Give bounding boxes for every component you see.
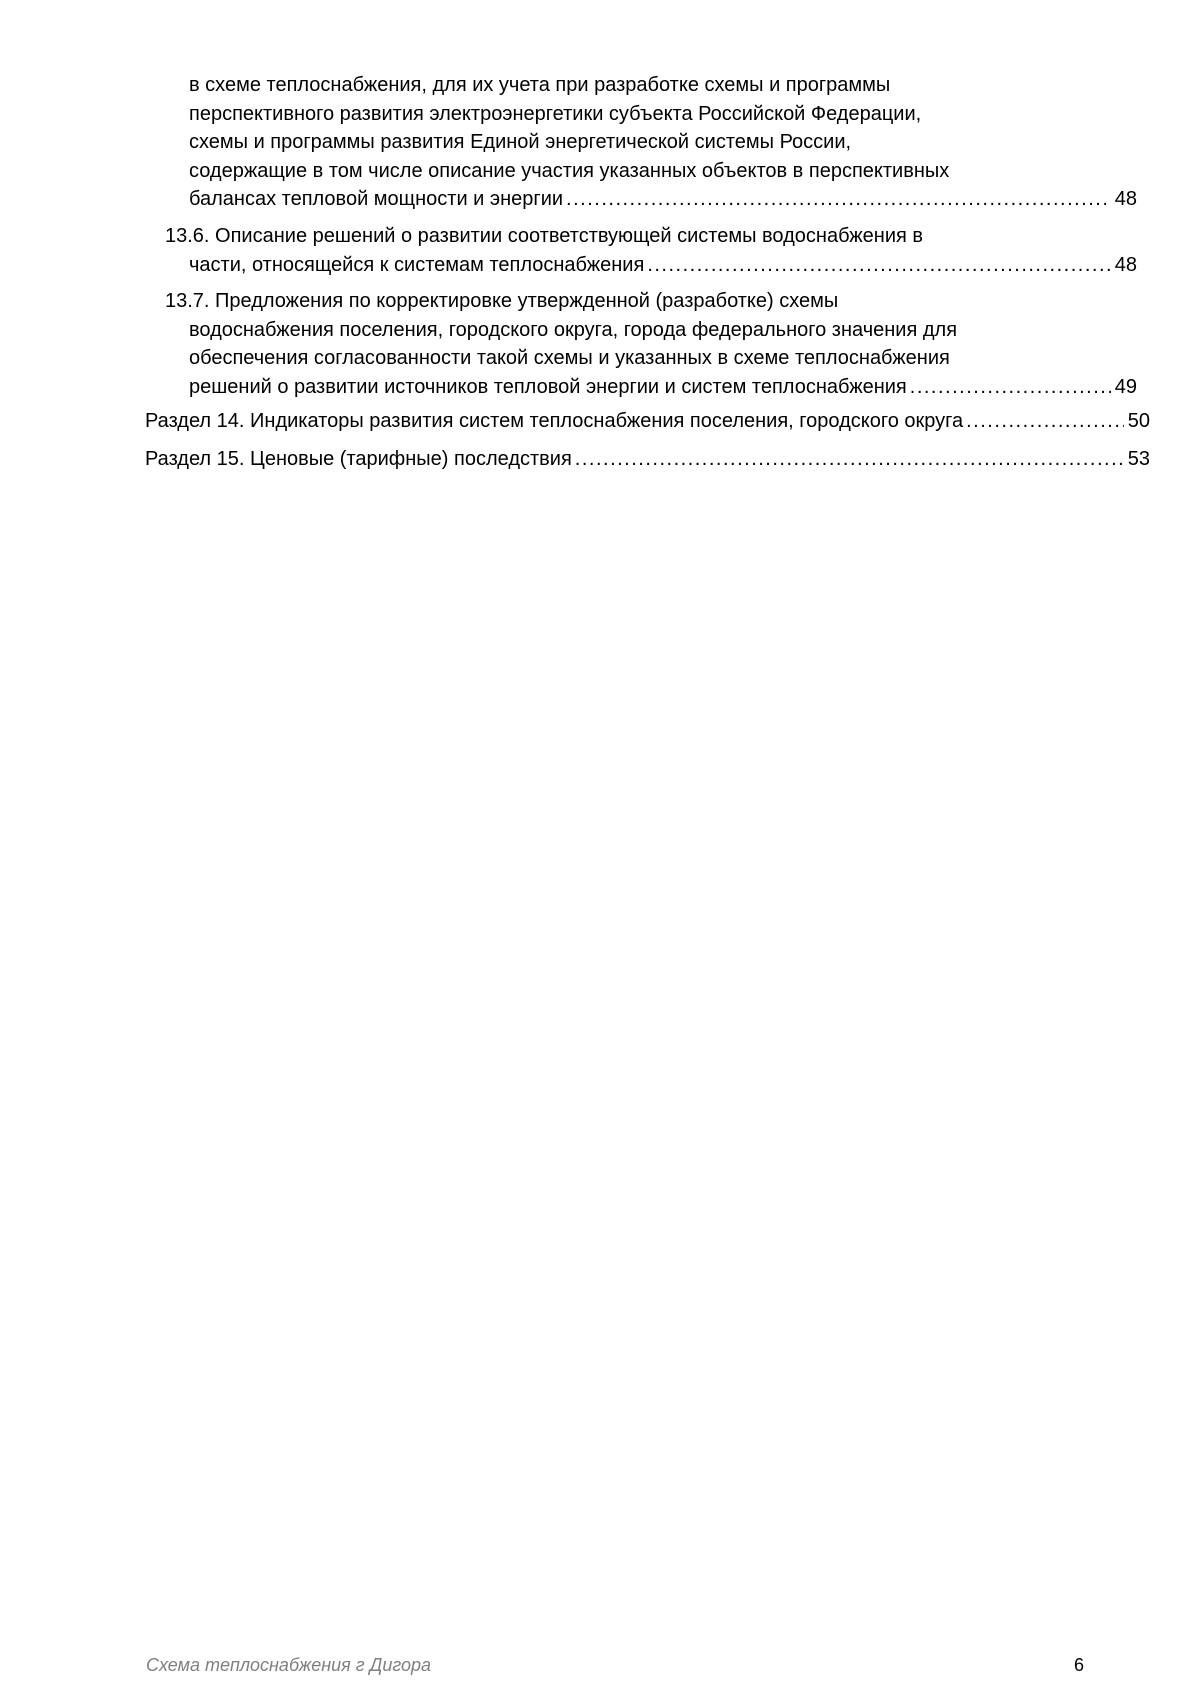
toc-section-14[interactable] [145, 407, 1150, 436]
toc-entry-13-6[interactable] [165, 222, 1137, 279]
footer-page-number: 6 [1074, 1655, 1085, 1675]
toc-entry-line: водоснабжения поселения, городского округа, города федерального значения для [189, 318, 958, 341]
footer-document-title: Схема теплоснабжения г Дигора [146, 1655, 432, 1675]
toc-page-number: 48 [1114, 253, 1137, 276]
toc-page-number: 49 [1114, 375, 1137, 398]
toc-entry-13-7[interactable] [165, 287, 1137, 401]
toc-entry-title-tail: решений о развитии источников тепловой энергии и систем теплоснабжения [189, 375, 907, 398]
dot-leader [910, 373, 1111, 402]
toc-entry-line: обеспечения согласованности такой схемы и указанных в схеме теплоснабжения [189, 347, 950, 370]
dot-leader [566, 185, 1111, 214]
toc-entry-leader-line [145, 445, 1150, 474]
toc-entry-leader-line [189, 185, 1137, 214]
dot-leader [647, 251, 1110, 280]
toc-entry-13-5[interactable] [189, 71, 1137, 214]
toc-entry-leader-line [189, 373, 1137, 402]
toc-entry-title-tail: части, относящейся к системам теплоснабжения [189, 253, 645, 276]
toc-entry-line: 13.6. Описание решений о развитии соответствующей системы водоснабжения в [165, 225, 924, 247]
toc-entry-line: схемы и программы развития Единой энергетической системы России, [189, 131, 852, 154]
toc-entry-line: в схеме теплоснабжения, для их учета при разработке схемы и программы [189, 74, 891, 96]
toc-entry-line: 13.7. Предложения по корректировке утвержденной (разработке) схемы [165, 290, 839, 312]
toc-page-number: 50 [1127, 410, 1150, 432]
toc-section-title: Раздел 14. Индикаторы развития систем теплоснабжения поселения, городского округа [145, 410, 964, 432]
toc-section-title: Раздел 15. Ценовые (тарифные) последствия [145, 448, 572, 470]
toc-page-number: 48 [1114, 188, 1137, 211]
toc-entry-line: перспективного развития электроэнергетики субъекта Российской Федерации, [189, 102, 922, 125]
toc-section-15[interactable] [145, 445, 1150, 474]
toc-entry-leader-line [145, 407, 1150, 436]
toc-entry-title-tail: балансах тепловой мощности и энергии [189, 188, 564, 211]
dot-leader [966, 407, 1124, 436]
dot-leader [575, 445, 1124, 474]
toc-entry-line: содержащие в том числе описание участия указанных объектов в перспективных [189, 159, 950, 182]
toc-entry-leader-line [189, 251, 1137, 280]
toc-page-number: 53 [1127, 448, 1150, 470]
